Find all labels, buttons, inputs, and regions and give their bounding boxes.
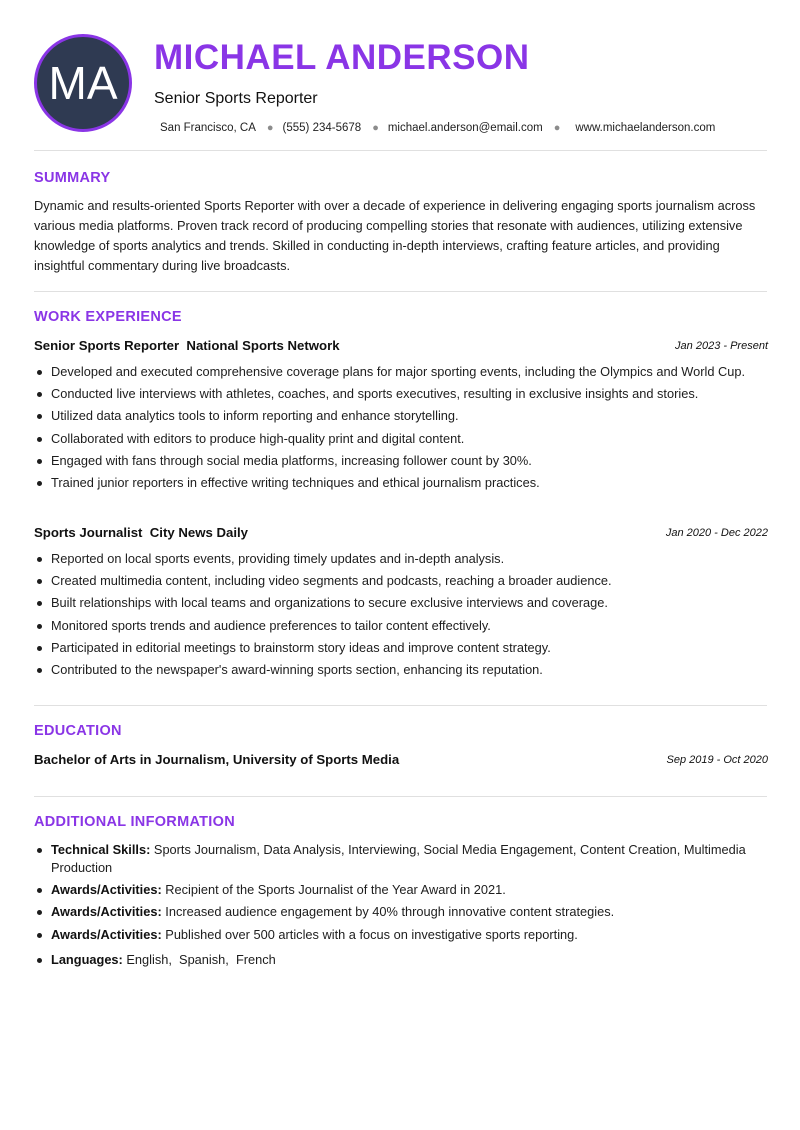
item-label: Awards/Activities: [51,882,162,898]
job-entry [34,525,768,683]
job-title-company [34,525,248,540]
education-entry [34,752,768,772]
list-item: Monitored sports trends and audience preferences to tailor content effectively. [34,617,768,635]
section-divider [34,796,767,797]
work-experience-heading: WORK EXPERIENCE [34,309,182,325]
list-item: Collaborated with editors to produce high-quality print and digital content. [34,430,768,448]
section-divider [34,705,767,706]
list-item: Trained junior reporters in effective writing techniques and ethical journalism practices. [34,474,768,492]
list-item [34,841,768,877]
section-divider [34,291,767,292]
avatar [34,34,132,132]
bullet-separator-icon: ● [372,122,379,134]
list-item [34,926,768,944]
list-item: Engaged with fans through social media platforms, increasing follower count by 30%. [34,452,768,470]
item-text: Sports Journalism, Data Analysis, Interviewing, Social Media Engagement, Content Creation, Multimedia Production [51,842,746,875]
item-label: Awards/Activities: [51,904,162,920]
item-text: English, Spanish, French [126,951,276,967]
bullet-separator-icon: ● [553,122,561,134]
job-bullets [34,363,768,492]
additional-info [34,841,768,973]
item-text: Published over 500 articles with a focus on investigative sports reporting. [165,926,578,942]
item-label: Languages: [51,951,123,967]
job-dates: Jan 2020 - Dec 2022 [665,527,768,539]
education-dates: Sep 2019 - Oct 2020 [666,754,768,766]
contact-phone: (555) 234-5678 [282,122,362,134]
list-item: Developed and executed comprehensive coverage plans for major sporting events, including the Olympics and World Cup. [34,363,768,381]
contact-bar [160,122,715,134]
job-dates: Jan 2023 - Present [675,340,768,352]
list-item: Utilized data analytics tools to inform reporting and enhance storytelling. [34,407,768,425]
summary-text: Dynamic and results-oriented Sports Reporter with over a decade of experience in delivering engaging sports journalism across various media platforms. Proven track record of producing compelling stories that resonate with audiences, utilizing extensive knowledge of sports analytics and trends. Skilled in conducting in-depth interviews, crafting feature articles, and providing insightful commentary during live broadcasts. [34,198,756,273]
bullet-separator-icon: ● [266,122,274,134]
list-item [34,881,768,899]
list-item: Conducted live interviews with athletes, coaches, and sports executives, resulting in exclusive insights and stories. [34,385,768,403]
list-item: Contributed to the newspaper's award-winning sports section, enhancing its reputation. [34,661,768,679]
job-header [34,338,768,358]
job-role: Sports Journalist [34,525,143,540]
candidate-title: Senior Sports Reporter [154,90,318,107]
summary-heading: SUMMARY [34,170,111,186]
list-item: Built relationships with local teams and organizations to secure exclusive interviews and coverage. [34,594,768,612]
education-degree: Bachelor of Arts in Journalism, University of Sports Media [34,752,400,767]
job-company: National Sports Network [186,338,340,353]
candidate-name: MICHAEL ANDERSON [154,38,530,77]
list-item: Reported on local sports events, providing timely updates and in-depth analysis. [34,550,768,568]
contact-location: San Francisco, CA [160,122,256,134]
list-item: Created multimedia content, including video segments and podcasts, reaching a broader audience. [34,572,768,590]
job-role: Senior Sports Reporter [34,338,180,353]
item-label: Technical Skills: [51,842,151,857]
education-heading: EDUCATION [34,723,122,739]
additional-info-heading: ADDITIONAL INFORMATION [34,814,235,830]
item-text: Increased audience engagement by 40% through innovative content strategies. [165,904,615,920]
job-company: City News Daily [149,525,248,540]
job-header [34,525,768,545]
section-divider [34,150,767,151]
contact-website[interactable]: www.michaelanderson.com [575,122,716,134]
job-entry [34,338,768,496]
avatar-initials: MA [48,57,118,109]
list-item: Participated in editorial meetings to brainstorm story ideas and improve content strategy. [34,639,768,657]
job-bullets [34,550,768,679]
list-item [34,951,768,969]
item-text: Recipient of the Sports Journalist of the Year Award in 2021. [165,882,506,898]
contact-email[interactable]: michael.anderson@email.com [387,122,543,134]
list-item [34,903,768,921]
resume-header [34,34,768,138]
job-title-company [34,338,340,353]
additional-info-list [34,841,768,969]
item-label: Awards/Activities: [51,926,162,942]
